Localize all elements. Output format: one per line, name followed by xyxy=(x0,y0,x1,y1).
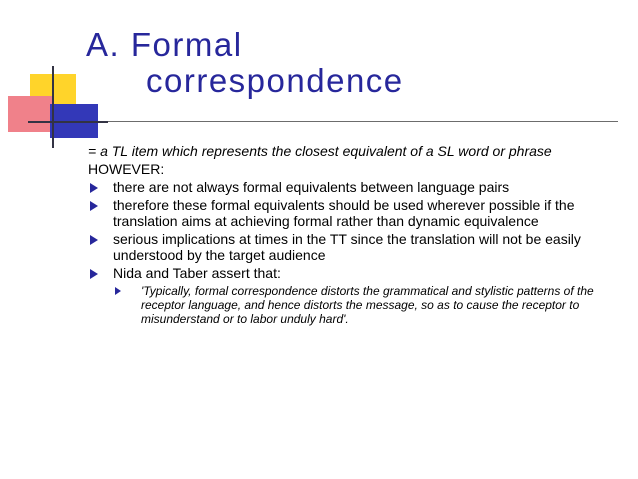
list-item xyxy=(88,231,628,263)
bullet-text: there are not always formal equivalents between language pairs xyxy=(113,179,510,195)
decor-red-square xyxy=(8,96,54,132)
slide-title xyxy=(86,27,404,99)
decor-horizontal-line xyxy=(28,121,108,123)
bullet-list xyxy=(88,179,628,326)
bullet-icon xyxy=(90,183,98,193)
quote-text: 'Typically, formal correspondence distorts the grammatical and stylistic patterns of the receptor language, and hence distorts the message, so as to cause the receptor to misunderstand or to labor unduly hard'. xyxy=(141,284,594,326)
list-item xyxy=(88,179,628,195)
sub-bullet-icon xyxy=(115,287,121,295)
list-item xyxy=(88,197,628,229)
sub-list-item xyxy=(113,284,628,326)
bullet-text: therefore these formal equivalents should be used wherever possible if the translation aims at achieving formal rather than dynamic equivalence xyxy=(113,197,575,229)
bullet-icon xyxy=(90,235,98,245)
slide-title-line1: A. Formal xyxy=(86,26,243,63)
slide-body xyxy=(88,142,628,328)
bullet-text: serious implications at times in the TT since the translation will not be easily understood by the target audience xyxy=(113,231,581,263)
list-item xyxy=(88,265,628,326)
sub-bullet-list xyxy=(113,284,628,326)
bullet-text: Nida and Taber assert that: xyxy=(113,265,281,281)
definition-text: = a TL item which represents the closest equivalent of a SL word or phrase xyxy=(88,143,552,159)
slide-title-line2: correspondence xyxy=(146,62,404,99)
however-text: HOWEVER: xyxy=(88,161,165,177)
title-divider-line xyxy=(28,121,618,122)
bullet-icon xyxy=(90,269,98,279)
decor-vertical-line xyxy=(52,66,54,148)
bullet-icon xyxy=(90,201,98,211)
